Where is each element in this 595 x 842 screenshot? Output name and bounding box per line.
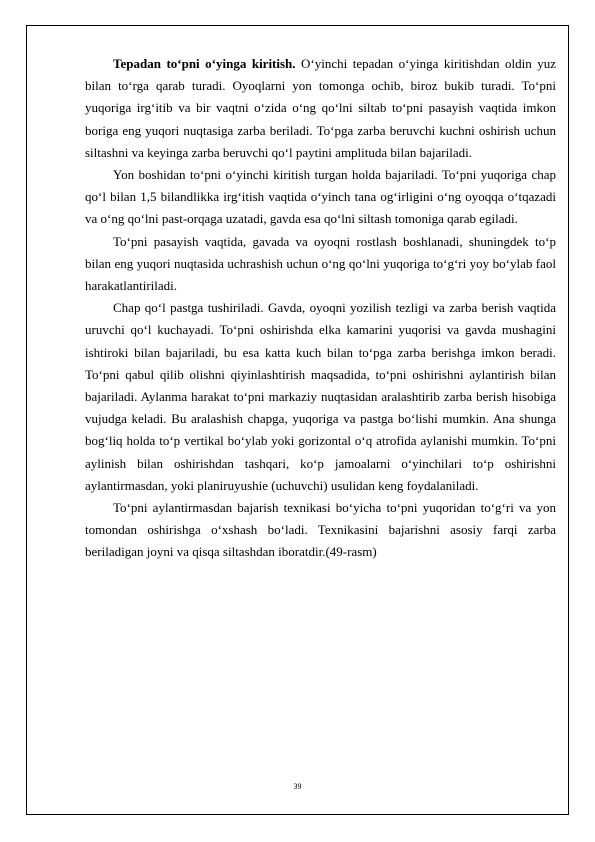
paragraph-5: To‘pni aylantirmasdan bajarish texnikasi bo‘yicha to‘pni yuqoridan to‘g‘ri va yon tomondan oshirishga o‘xshash bo‘ladi. Texnikasini bajarishni asosiy farqi zarba beriladigan joyni va qisqa siltashdan iboratdir.(49-rasm) [85,500,556,560]
paragraph-3: To‘pni pasayish vaqtida, gavada va oyoqni rostlash boshlanadi, shuningdek to‘p bilan eng yuqori nuqtasida uchrashish uchun o‘ng qo‘lni yuqoriga to‘g‘ri yoy bo‘ylab faol harakatlantiriladi. [85,233,556,294]
paragraph-4: Chap qo‘l pastga tushiriladi. Gavda, oyoqni yozilish tezligi va zarba berish vaqtida uruvchi qo‘l kuchayadi. To‘pni oshirishda elka kamarini yuqorisi va gavda mushagini ishtiroki bilan bajariladi, bu esa katta kuch bilan to‘pga zarba berishga imkon beradi. To‘pni qabul qilib olishni qiyinlashtirish maqsadida, to‘pni oshirishni aylantirish bilan bajariladi. Aylanma harakat to‘pni markaziy nuqtasidan aralashtirib zarba berish hisobiga vujudga keladi. Bu aralashish chapga, yuqoriga va pastga bo‘lishi mumkin. Ana shunga bog‘liq holda to‘p vertikal bo‘ylab yoki gorizontal o‘q atrofida aylanishi mumkin. To‘pni aylinish bilan oshirishdan tashqari, ko‘p jamoalarni o‘yinchilari to‘p oshirishni aylantirmasdan, yoki planiruyushie (uchuvchi) usulidan keng foydalaniladi. [85,300,556,493]
document-body [85,53,556,564]
paragraph-1-text: O‘yinchi tepadan o‘yinga kiritishdan oldin yuz bilan to‘rga qarab turadi. Oyoqlarni yon tomonga ochib, biroz bukib turadi. To‘pni yuqoriga irg‘itib va bir vaqtni o‘zida o‘ng qo‘lni siltab to‘pni pasayish vaqtida imkon boriga eng yuqori nuqtasiga zarba beriladi. To‘pga zarba beruvchi kuchni oshirish uchun siltashni va keyinga zarba beruvchi qo‘l paytini amplituda bilan bajariladi. [85,56,556,160]
page-number: 39 [293,782,302,791]
paragraph-1 [85,53,556,164]
paragraph-2: Yon boshidan to‘pni o‘yinchi kiritish turgan holda bajariladi. To‘pni yuqoriga chap qo‘l bilan 1,5 bilandlikka irg‘itish vaqtida o‘yinch tana og‘irligini o‘ng oyoqqa o‘tqazadi va o‘ng qo‘lni past-orqaga uzatadi, gavda esa qo‘lni siltash tomoniga qarab egiladi. [85,167,556,227]
section-heading: Tepadan to‘pni o‘yinga kiritish. [113,56,296,71]
